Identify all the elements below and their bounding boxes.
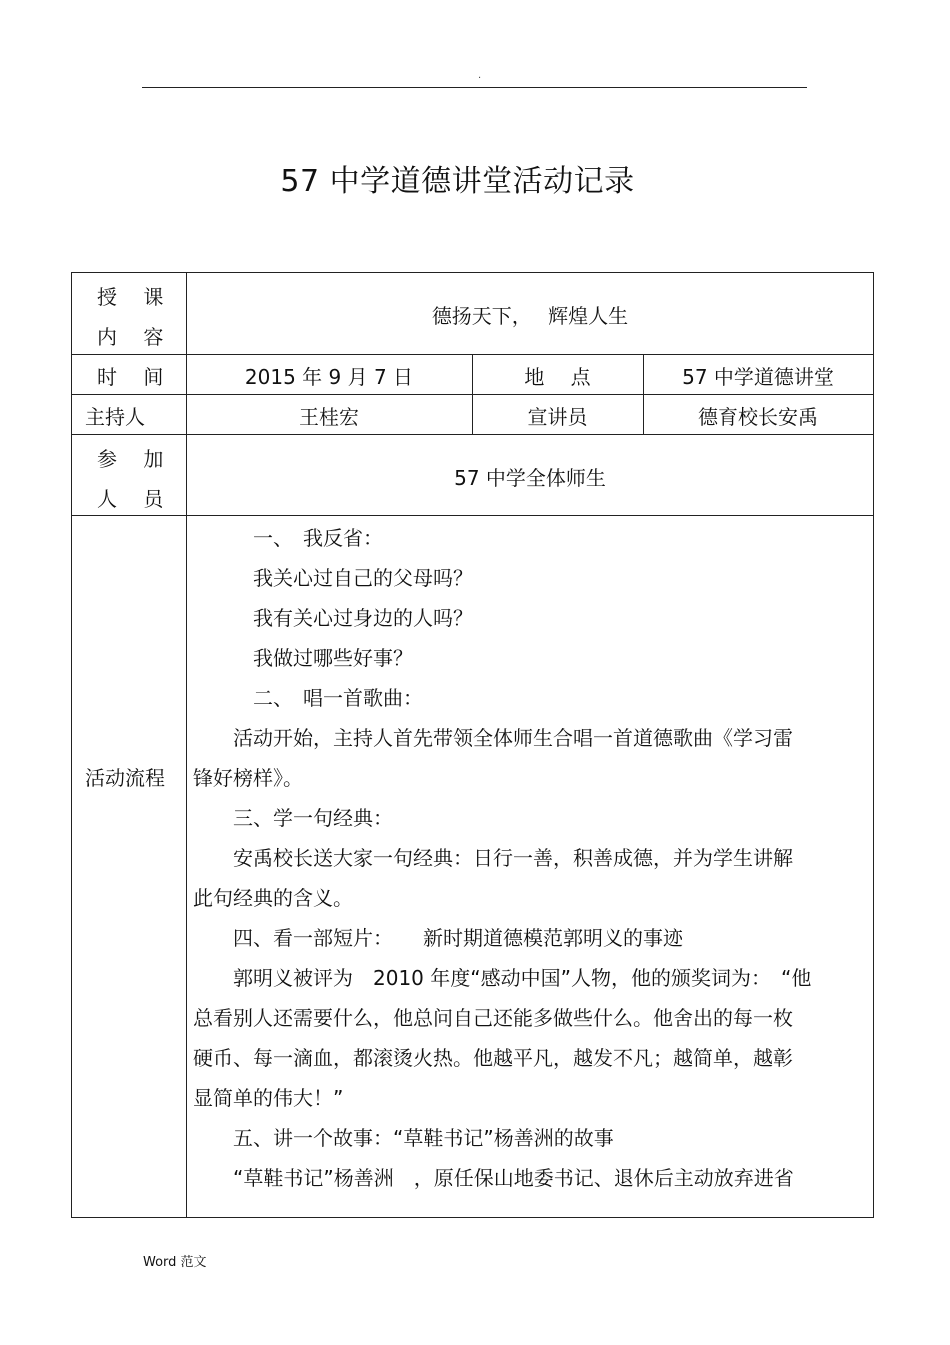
process-line: 五、讲一个故事：“草鞋书记”杨善洲的故事 — [193, 1126, 614, 1150]
time-value: 2015 年 9 月 7 日 — [244, 365, 414, 389]
footer-text: Word 范文 — [143, 1255, 207, 1270]
place-value: 57 中学道德讲堂 — [682, 365, 834, 389]
process-line: 显简单的伟大！” — [193, 1086, 344, 1110]
host-value: 王桂宏 — [299, 405, 359, 429]
process-line: 三、学一句经典： — [193, 806, 393, 830]
process-line: 硬币、每一滴血，都滚烫火热。他越平凡，越发不凡；越简单，越彰 — [193, 1046, 793, 1070]
process-line: 我有关心过身边的人吗？ — [193, 606, 473, 630]
speaker-label: 宣讲员 — [527, 405, 588, 429]
process-line: 郭明义被评为 2010 年度“感动中国”人物，他的颁奖词为： “他 — [193, 966, 812, 990]
course-content: 德扬天下， 辉煌人生 — [431, 304, 629, 328]
process-line: 安禹校长送大家一句经典：日行一善，积善成德，并为学生讲解 — [193, 846, 793, 870]
process-label: 活动流程 — [85, 766, 165, 790]
participants-label-line2: 人 员 — [97, 487, 164, 511]
process-line: 一、 我反省： — [193, 526, 383, 550]
header-rule — [142, 87, 807, 88]
row-divider — [72, 515, 873, 516]
process-line: 我关心过自己的父母吗？ — [193, 566, 473, 590]
row-divider — [72, 434, 873, 435]
speaker-value: 德育校长安禹 — [698, 405, 818, 429]
participants-label-line1: 参 加 — [97, 447, 164, 471]
course-label-line2: 内 容 — [97, 325, 164, 349]
process-line: “草鞋书记”杨善洲 ，原任保山地委书记、退休后主动放弃进省 — [193, 1166, 794, 1190]
place-label: 地 点 — [524, 365, 591, 389]
host-label: 主持人 — [85, 405, 145, 429]
process-line: 二、 唱一首歌曲： — [193, 686, 423, 710]
participants-value: 57 中学全体师生 — [454, 466, 606, 490]
time-label: 时 间 — [97, 365, 164, 389]
process-line: 此句经典的含义。 — [193, 886, 353, 910]
page-title: 57 中学道德讲堂活动记录 — [280, 164, 635, 199]
process-line: 总看别人还需要什么，他总问自己还能多做些什么。他舍出的每一枚 — [193, 1006, 793, 1030]
header-mark: . — [478, 70, 482, 81]
process-line: 四、看一部短片： 新时期道德模范郭明义的事迹 — [193, 926, 683, 950]
process-line: 活动开始，主持人首先带领全体师生合唱一首道德歌曲《学习雷 — [193, 726, 793, 750]
course-label-line1: 授 课 — [97, 285, 164, 309]
process-line: 我做过哪些好事？ — [193, 646, 413, 670]
process-line: 锋好榜样》。 — [193, 766, 303, 790]
